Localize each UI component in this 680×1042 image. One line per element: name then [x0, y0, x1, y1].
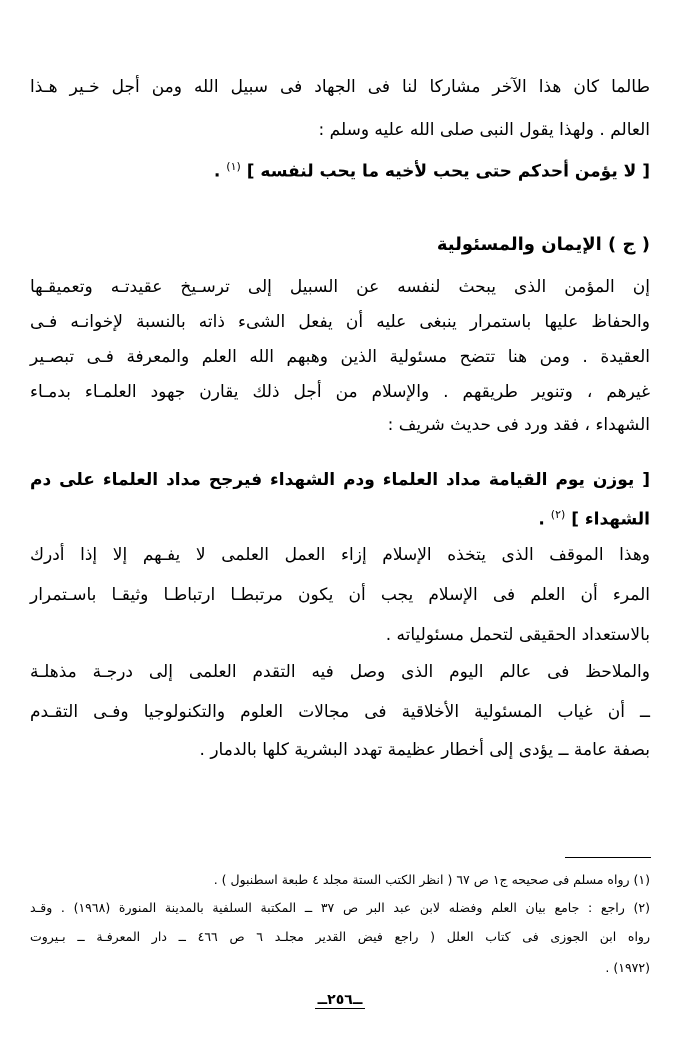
hadith-quote-2: [ يوزن يوم القيامة مداد العلماء ودم الشهداء فيرجح مداد العلماء على دم: [30, 470, 650, 490]
body-line: العالم . ولهذا يقول النبى صلى الله عليه وسلم :: [318, 120, 650, 140]
body-line: وهذا الموقف الذى يتخذه الإسلام إزاء العمل العلمى لا يفـهم إلا إذا أدرك: [30, 545, 650, 565]
body-line: العقيدة . ومن هنا تتضح مسئولية الذين وهبهم الله العلم والمعرفة فـى تبصـير: [30, 347, 650, 367]
period: .: [213, 161, 221, 182]
footnote-ref-2: (٢): [550, 508, 566, 521]
footnote-1: (١) رواه مسلم فى صحيحه ج١ ص ٦٧ ( انظر الكتب الستة مجلد ٤ طبعة اسطنبول ) .: [213, 872, 650, 887]
page-number: ــ٢٥٦ــ: [0, 992, 680, 1008]
footnote-2-cont: رواه ابن الجوزى فى كتاب العلل ( راجع فيض القدير مجلـد ٦ ص ٤٦٦ ــ دار المعرفـة ــ بـيروت: [30, 929, 650, 944]
body-line: إن المؤمن الذى يبحث لنفسه عن السبيل إلى ترسـيخ عقيدتـه وتعميقـها: [30, 277, 650, 297]
body-line: والملاحظ فى عالم اليوم الذى وصل فيه التقدم العلمى إلى درجـة مذهلـة: [30, 662, 650, 682]
period: .: [538, 509, 545, 530]
footnote-2: (٢) راجع : جامع بيان العلم وفضله لابن عبد البر ص ٣٧ ــ المكتبة السلفية بالمدينة المنورة (١٩٦٨) . وقـد: [30, 900, 650, 915]
section-heading: ( ج ) الإيمان والمسئولية: [436, 234, 650, 255]
body-line: بصفة عامة ــ يؤدى إلى أخطار عظيمة تهدد البشرية كلها بالدمار .: [199, 740, 650, 760]
body-line: الشهداء ، فقد ورد فى حديث شريف :: [387, 415, 650, 435]
footnote-2-end: (١٩٧٢) .: [605, 960, 650, 975]
hadith-quote-1: [30, 152, 650, 187]
footnote-separator: [565, 857, 651, 858]
hadith-text: الشهداء ]: [571, 509, 650, 530]
body-line: بالاستعداد الحقيقى لتحمل مسئولياته .: [385, 625, 650, 645]
hadith-text: [ لا يؤمن أحدكم حتى يحب لأخيه ما يحب لنفسه ]: [246, 161, 650, 182]
body-line: غيرهم ، وتنوير طريقهم . والإسلام من أجل ذلك يقارن جهود العلمـاء بدمـاء: [30, 382, 650, 402]
body-line: ــ أن غياب المسئولية الأخلاقية فى مجالات العلوم والتكنولوجيا وفـى التقـدم: [30, 702, 650, 722]
body-line: المرء أن العلم فى الإسلام يجب أن يكون مرتبطـا ارتباطـا وثيقـا باسـتمرار: [30, 585, 650, 605]
body-line: والحفاظ عليها باستمرار ينبغى عليه أن يفعل الشىء ذاته بالنسبة لإخوانـه فـى: [30, 312, 650, 332]
footnote-ref-1: (١): [226, 160, 241, 173]
body-line: طالما كان هذا الآخر مشاركا لنا فى الجهاد فى سبيل الله ومن أجل خـير هـذا: [30, 77, 650, 97]
hadith-quote-2-end: [30, 500, 650, 535]
